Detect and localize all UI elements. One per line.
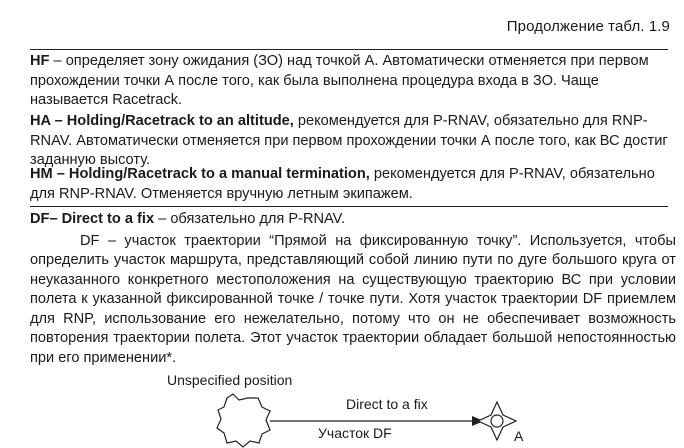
direct-to-fix-label: Direct to a fix bbox=[346, 396, 428, 412]
ha-code: HA bbox=[30, 113, 51, 129]
ha-term: – Holding/Racetrack to an altitude, bbox=[50, 113, 294, 129]
hm-text: рекомендуется для P-RNAV, обязательно для RNP-RNAV. Отменяется вручную летным экипажем. bbox=[30, 166, 655, 202]
unspecified-position-shape bbox=[217, 394, 270, 447]
hm-code: HM bbox=[30, 166, 53, 182]
unspecified-position-label: Unspecified position bbox=[167, 372, 293, 388]
fix-point-a-symbol bbox=[478, 402, 516, 440]
df-heading-text: – обязательно для P-RNAV. bbox=[154, 211, 346, 227]
df-description: DF – участок траектории “Прямой на фиксированную точку”. Используется, чтобы определить участок маршрута, представляющий собой линию пути по дуге большого круга от неуказанного конкретного местоположения на существующую траекторию ВС при условии полета к указанной фиксированной точке / точке пути. Хотя участок траектории DF приемлем для RNP, использование его нежелательно, потому что он не обеспечивает возможность повторения траектории полета. Этот участок траектории обладает большой непостоянностью при его применении*. bbox=[30, 232, 676, 366]
segment-df-label: Участок DF bbox=[318, 425, 392, 441]
df-term: – Direct to a fix bbox=[49, 211, 155, 227]
ha-text: рекомендуется для P-RNAV, обязательно для RNP-RNAV. Автоматически отменяется при первом прохождении точки А после того, как ВС достиг заданную высоту. bbox=[30, 113, 668, 168]
hf-code: HF bbox=[30, 53, 50, 69]
table-continuation-caption: Продолжение табл. 1.9 bbox=[506, 18, 670, 35]
fix-point-label: A bbox=[514, 428, 524, 444]
hm-term: – Holding/Racetrack to a manual termination, bbox=[52, 166, 370, 182]
hf-text: – определяет зону ожидания (ЗО) над точкой А. Автоматически отменяется при первом прохождении точки А после того, как была выполнена процедура входа в ЗО. Чаще называется Racetrack. bbox=[30, 53, 649, 108]
df-code: DF bbox=[30, 211, 50, 227]
